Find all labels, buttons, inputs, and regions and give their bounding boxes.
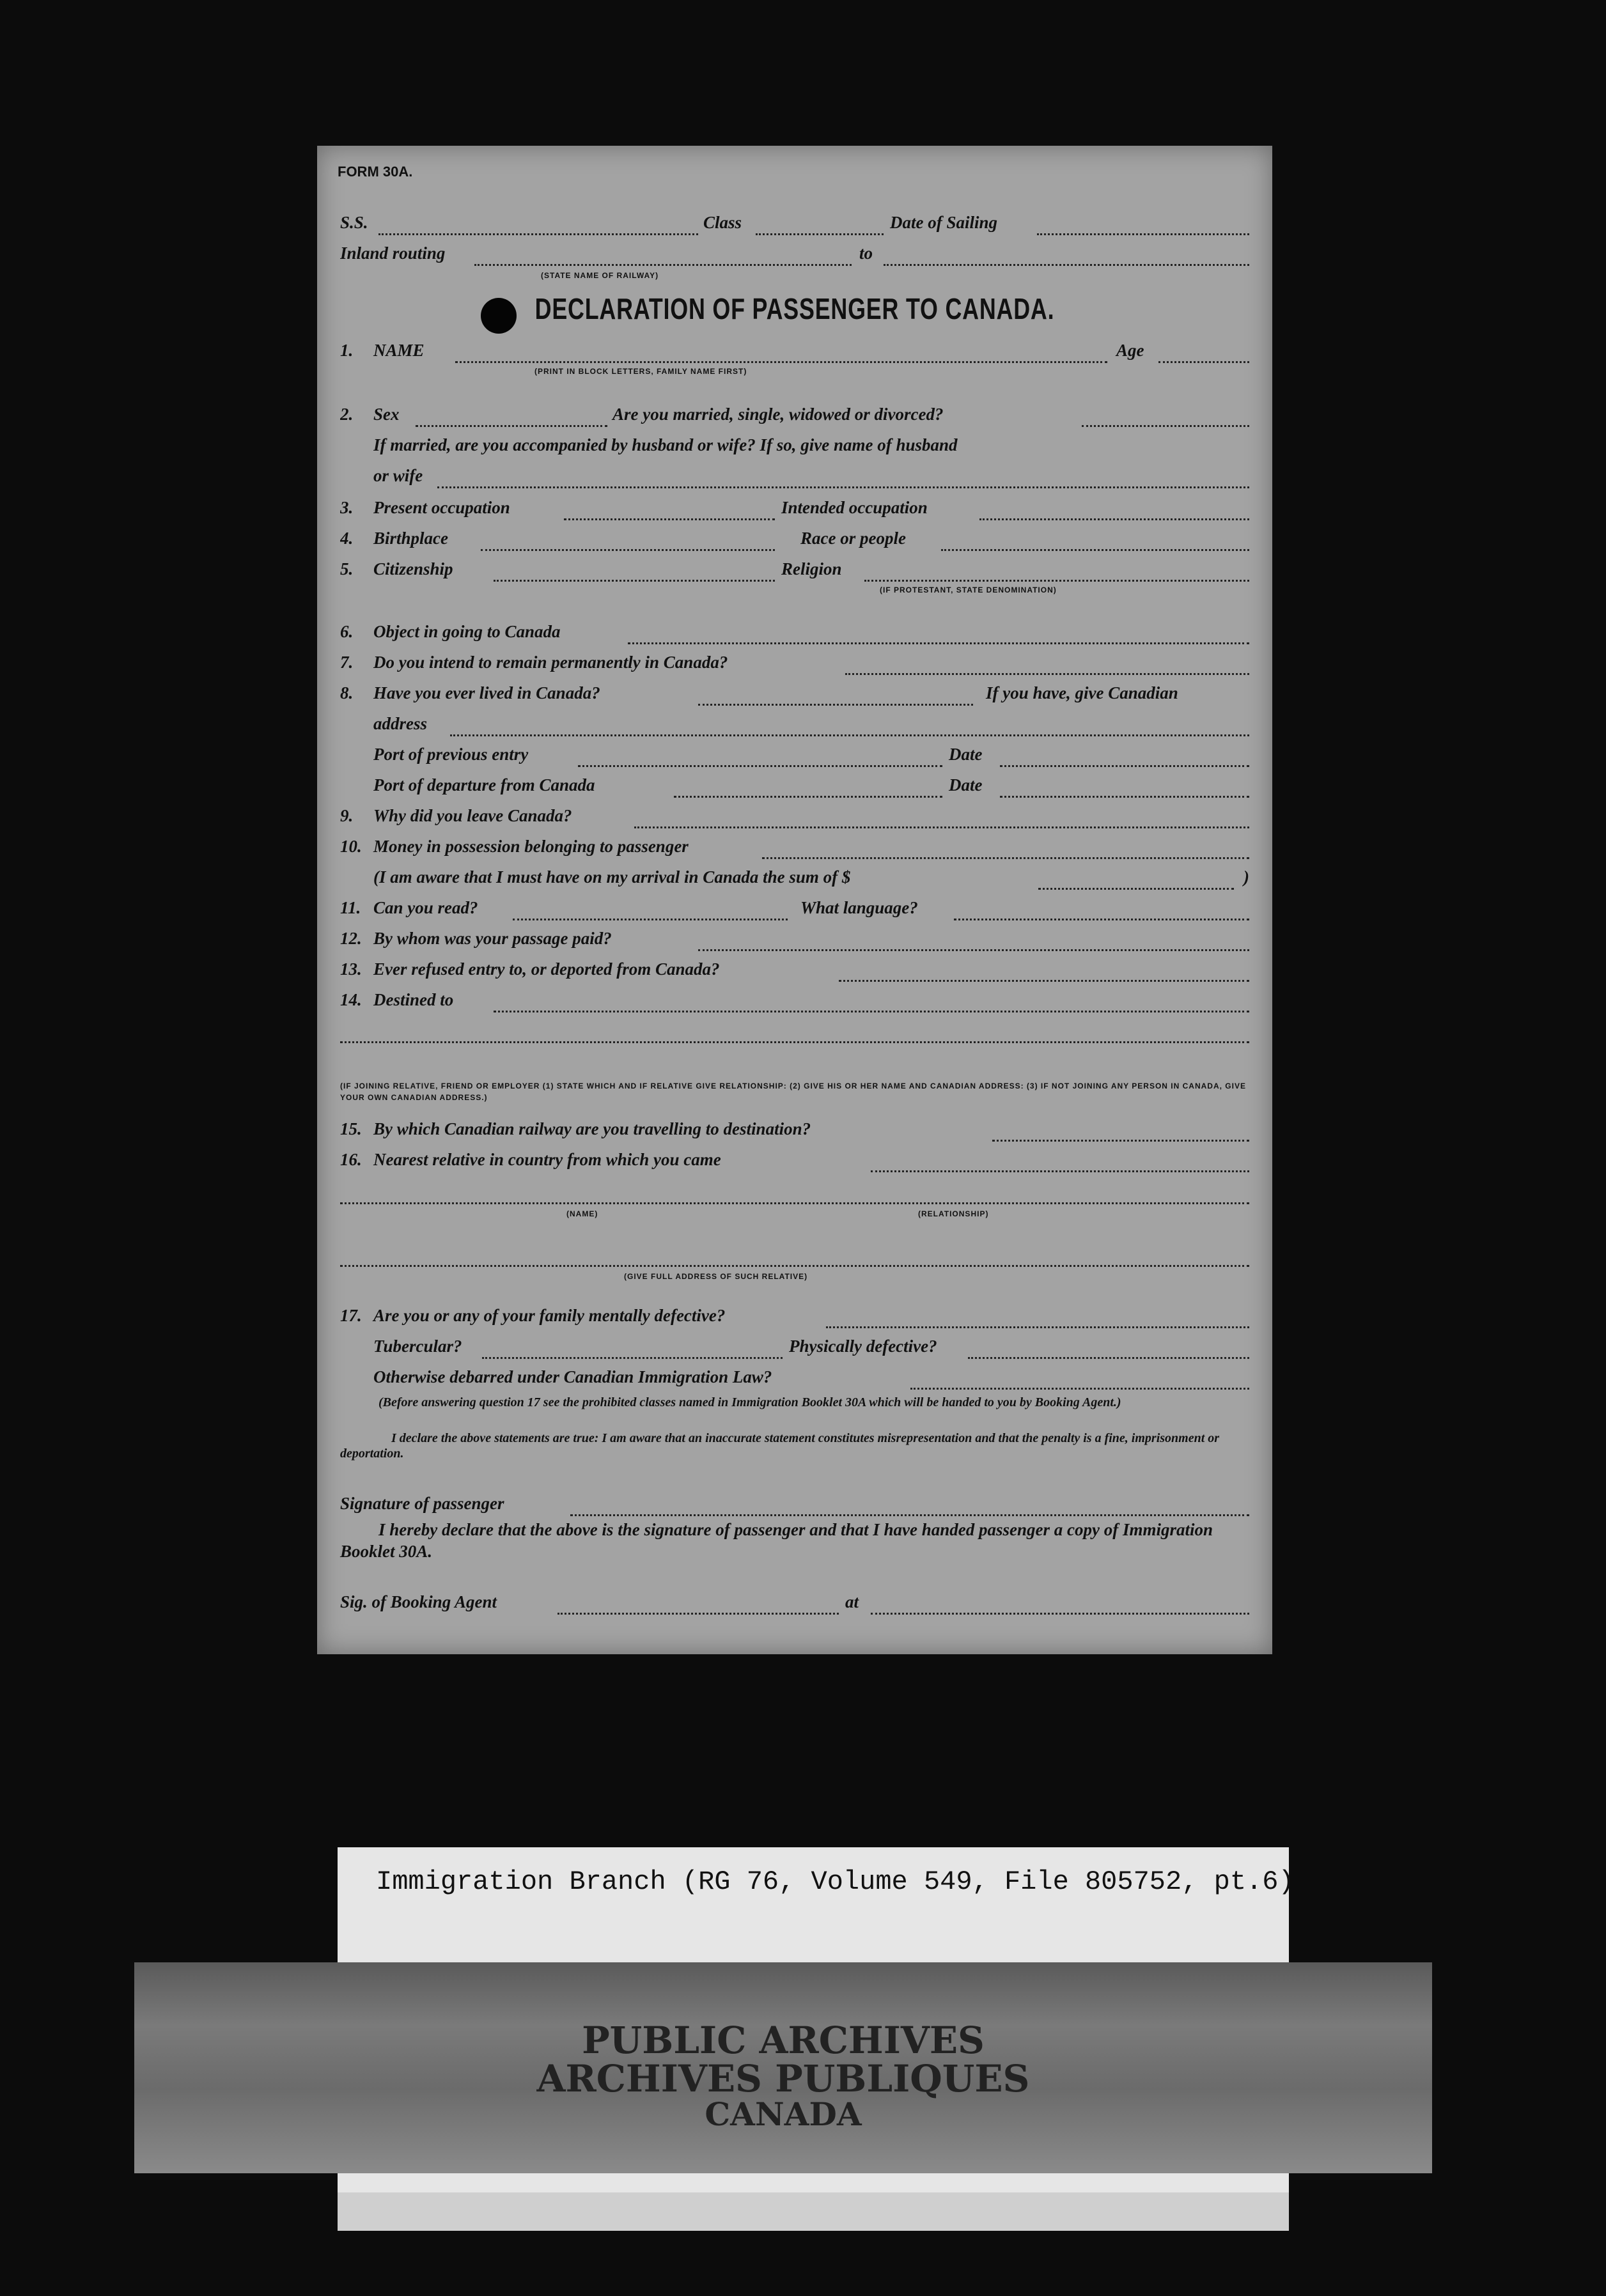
q6-row (340, 619, 1249, 644)
destination-field[interactable] (494, 987, 1249, 1012)
date-label-2: Date (949, 775, 983, 795)
form-title: DECLARATION OF PASSENGER TO CANADA. (534, 292, 1055, 325)
intended-occupation-label: Intended occupation (781, 498, 928, 517)
ss-label: S.S. (340, 213, 368, 232)
q9-number: 9. (340, 806, 354, 825)
q7-number: 7. (340, 653, 354, 672)
marital-status-field[interactable] (1082, 401, 1249, 427)
birthplace-field[interactable] (481, 525, 775, 551)
q9-label: Why did you leave Canada? (373, 806, 572, 825)
q11-field[interactable] (513, 895, 788, 920)
religion-label: Religion (781, 559, 842, 578)
agent-signature-label: Sig. of Booking Agent (340, 1592, 497, 1611)
q12-field[interactable] (698, 926, 1249, 951)
signature-row (340, 1491, 1249, 1516)
wife-label: or wife (373, 466, 423, 485)
q14-number: 14. (340, 990, 362, 1009)
q15-field[interactable] (992, 1116, 1249, 1142)
date-field-1[interactable] (1000, 741, 1249, 767)
port-previous-field[interactable] (578, 741, 942, 767)
q8-row (340, 680, 1249, 706)
age-label: Age (1116, 341, 1144, 360)
q5-row (340, 556, 1249, 582)
q14-note: (IF JOINING RELATIVE, FRIEND OR EMPLOYER (1) STATE WHICH AND IF RELATIVE GIVE RELATIONSHIP: (2) GIVE HIS OR HER NAME AND CANADIAN ADDRESS: (3) IF NOT JOINING ANY PERSON IN CANADA, GIVE YOUR OWN CANADIAN ADDRESS.) (340, 1082, 1246, 1102)
q8-field[interactable] (698, 680, 973, 706)
q11-label: Can you read? (373, 898, 478, 917)
q7-label: Do you intend to remain permanently in Canada? (373, 653, 728, 672)
ss-row (340, 210, 1249, 235)
q5-number: 5. (340, 559, 354, 578)
q13-row (340, 956, 1249, 982)
race-field[interactable] (941, 525, 1249, 551)
stamp-line-3: CANADA (705, 2095, 862, 2133)
q9-field[interactable] (634, 803, 1249, 828)
q1-number: 1. (340, 341, 354, 360)
q11-row (340, 895, 1249, 920)
class-field[interactable] (756, 210, 884, 235)
q1-row (340, 337, 1249, 363)
archive-strip (338, 2192, 1289, 2231)
sex-field[interactable] (416, 401, 607, 427)
name-label: NAME (373, 341, 425, 360)
q12-row (340, 926, 1249, 951)
q10-note-row (373, 864, 1249, 890)
canadian-address-field[interactable] (450, 711, 1249, 736)
birthplace-label: Birthplace (373, 529, 449, 548)
otherwise-row (373, 1364, 1249, 1390)
port-previous-row (373, 741, 1249, 767)
agent-signature-field[interactable] (557, 1589, 839, 1615)
race-label: Race or people (800, 529, 906, 548)
q12-number: 12. (340, 929, 362, 948)
tubercular-label: Tubercular? (373, 1337, 462, 1356)
language-field[interactable] (954, 895, 1249, 920)
age-field[interactable] (1158, 337, 1249, 363)
wife-row (373, 463, 1249, 488)
q6-number: 6. (340, 622, 354, 641)
port-departure-field[interactable] (674, 772, 942, 798)
q17-row (340, 1303, 1249, 1328)
marital-status-label: Are you married, single, widowed or divorced? (612, 405, 944, 424)
date-label-1: Date (949, 745, 983, 764)
otherwise-label: Otherwise debarred under Canadian Immigration Law? (373, 1367, 772, 1386)
declaration-text: I declare the above statements are true: I am aware that an inaccurate statement constitutes misrepresentation and that the penalty is a fine, imprisonment or deportation. (340, 1431, 1220, 1461)
inland-routing-row (340, 240, 1249, 266)
relative-address-field[interactable] (340, 1241, 1249, 1267)
spouse-question: If married, are you accompanied by husband or wife? If so, give name of husband (373, 435, 958, 454)
q4-number: 4. (340, 529, 354, 548)
q17-number: 17. (340, 1306, 362, 1325)
port-previous-label: Port of previous entry (373, 745, 529, 764)
destination-field-2[interactable] (340, 1018, 1249, 1043)
sex-label: Sex (373, 405, 400, 424)
q10-sum-field[interactable] (1038, 864, 1234, 890)
relationship-caption: (RELATIONSHIP) (918, 1209, 989, 1218)
at-label: at (845, 1592, 859, 1611)
q11-number: 11. (340, 898, 361, 917)
q10-close: ) (1243, 867, 1249, 887)
q6-label: Object in going to Canada (373, 622, 561, 641)
agent-signature-row (340, 1589, 1249, 1615)
q14-label: Destined to (373, 990, 454, 1009)
at-field[interactable] (871, 1589, 1249, 1615)
signature-field[interactable] (570, 1491, 1249, 1516)
q4-row (340, 525, 1249, 551)
q11-b-label: What language? (800, 898, 918, 917)
q8-b-label: If you have, give Canadian (986, 683, 1178, 702)
q9-row (340, 803, 1249, 828)
spouse-row (373, 432, 1249, 458)
name-field[interactable] (455, 337, 1107, 363)
name-caption: (NAME) (566, 1209, 598, 1218)
q3-number: 3. (340, 498, 354, 517)
agent-declaration: I hereby declare that the above is the signature of passenger and that I have handed passenger a copy of Immigration Booklet 30A. (340, 1520, 1213, 1561)
q13-number: 13. (340, 959, 362, 979)
class-label: Class (703, 213, 742, 232)
railway-note: (STATE NAME OF RAILWAY) (541, 271, 659, 280)
religion-field[interactable] (864, 556, 1249, 582)
q8-number: 8. (340, 683, 354, 702)
address-label: address (373, 714, 428, 733)
q8-label: Have you ever lived in Canada? (373, 683, 600, 702)
q6-field[interactable] (628, 619, 1249, 644)
q7-row (340, 649, 1249, 675)
name-note: (PRINT IN BLOCK LETTERS, FAMILY NAME FIRST) (534, 367, 747, 376)
relative-name-field[interactable] (340, 1179, 1249, 1204)
q14-extra-row (340, 1018, 1249, 1043)
intended-occupation-field[interactable] (979, 495, 1249, 520)
form-number: FORM 30A. (338, 164, 413, 180)
date-of-sailing-field[interactable] (1037, 210, 1249, 235)
relative-address-row (340, 1241, 1249, 1267)
q16-row (340, 1147, 1249, 1172)
stamp-line-1: PUBLIC ARCHIVES (582, 2019, 985, 2062)
ss-field[interactable] (378, 210, 698, 235)
q10-field[interactable] (762, 834, 1249, 859)
date-of-sailing-label: Date of Sailing (890, 213, 998, 232)
otherwise-field[interactable] (910, 1364, 1249, 1390)
q15-number: 15. (340, 1119, 362, 1138)
relative-name-row (340, 1179, 1249, 1204)
q17-field[interactable] (826, 1303, 1249, 1328)
q14-row (340, 987, 1249, 1012)
q16-label: Nearest relative in country from which you came (373, 1150, 721, 1169)
q2-number: 2. (340, 405, 354, 424)
q10-note: (I am aware that I must have on my arrival in Canada the sum of $ (373, 867, 851, 887)
port-departure-label: Port of departure from Canada (373, 775, 595, 795)
tubercular-field[interactable] (482, 1333, 783, 1359)
archive-stamp (134, 1962, 1432, 2173)
q16-number: 16. (340, 1150, 362, 1169)
q3-row (340, 495, 1249, 520)
q15-label: By which Canadian railway are you travelling to destination? (373, 1119, 811, 1138)
q16-field[interactable] (871, 1147, 1249, 1172)
citizenship-field[interactable] (494, 556, 775, 582)
physically-defective-label: Physically defective? (789, 1337, 937, 1356)
spouse-name-field[interactable] (437, 463, 1249, 488)
port-departure-row (373, 772, 1249, 798)
q15-row (340, 1116, 1249, 1142)
inland-routing-field[interactable] (474, 240, 852, 266)
signature-label: Signature of passenger (340, 1494, 504, 1513)
q13-field[interactable] (839, 956, 1249, 982)
archive-reference: Immigration Branch (RG 76, Volume 549, File 805752, pt.6) (376, 1866, 1295, 1897)
declaration-form (317, 146, 1272, 1654)
religion-note: (IF PROTESTANT, STATE DENOMINATION) (880, 586, 1057, 594)
q17-note: (Before answering question 17 see the prohibited classes named in Immigration Booklet 30A which will be handed to you by Booking Agent.) (378, 1395, 1121, 1409)
q10-label: Money in possession belonging to passenger (373, 837, 689, 856)
inland-routing-label: Inland routing (340, 244, 446, 263)
q13-label: Ever refused entry to, or deported from Canada? (373, 959, 720, 979)
to-field[interactable] (884, 240, 1249, 266)
canadian-address-row (373, 711, 1249, 736)
q10-row (340, 834, 1249, 859)
present-occupation-field[interactable] (564, 495, 775, 520)
physically-defective-field[interactable] (968, 1333, 1249, 1359)
address-caption: (GIVE FULL ADDRESS OF SUCH RELATIVE) (624, 1272, 808, 1281)
q17-label: Are you or any of your family mentally defective? (373, 1306, 726, 1325)
q7-field[interactable] (845, 649, 1249, 675)
date-field-2[interactable] (1000, 772, 1249, 798)
stamp-line-2: ARCHIVES PUBLIQUES (536, 2057, 1030, 2100)
to-label: to (859, 244, 873, 263)
present-occupation-label: Present occupation (373, 498, 510, 517)
q10-number: 10. (340, 837, 362, 856)
citizenship-label: Citizenship (373, 559, 453, 578)
q12-label: By whom was your passage paid? (373, 929, 612, 948)
tubercular-row (373, 1333, 1249, 1359)
q2-row (340, 401, 1249, 427)
